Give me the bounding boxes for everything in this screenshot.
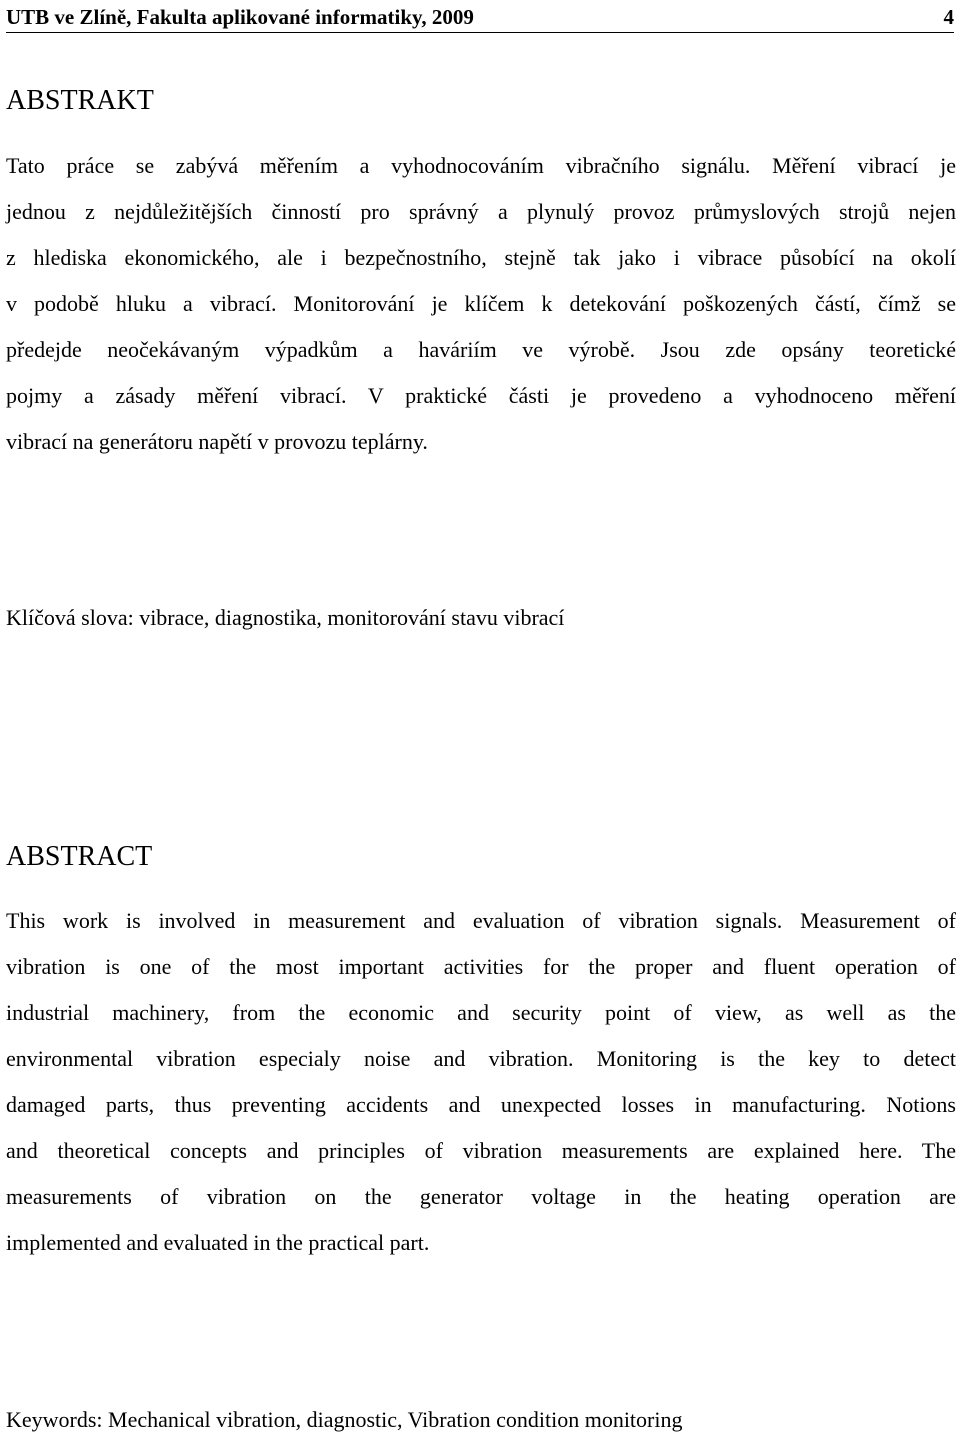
page-number: 4 [943,5,954,29]
abstract-paragraph [6,898,956,1266]
header-title: UTB ve Zlíně, Fakulta aplikované informatiky, 2009 [6,5,474,29]
abstract-heading: ABSTRACT [6,841,153,872]
page-header [6,2,954,33]
abstract-line: vibration is one of the most important activities for the proper and fluent operation of [6,954,956,979]
abstrakt-line: jednou z nejdůležitějších činností pro správný a plynulý provoz průmyslových strojů nejen [6,199,956,224]
abstrakt-line: z hlediska ekonomického, ale i bezpečnostního, stejně tak jako i vibrace působící na okolí [6,245,956,270]
abstract-line: This work is involved in measurement and evaluation of vibration signals. Measurement of [6,908,956,933]
abstrakt-line: vibrací na generátoru napětí v provozu teplárny. [6,429,428,454]
abstract-line: measurements of vibration on the generator voltage in the heating operation are [6,1184,956,1209]
abstract-keywords: Keywords: Mechanical vibration, diagnostic, Vibration condition monitoring [6,1407,683,1432]
abstrakt-line: pojmy a zásady měření vibrací. V praktické části je provedeno a vyhodnoceno měření [6,383,956,408]
abstract-line: and theoretical concepts and principles of vibration measurements are explained here. The [6,1138,956,1163]
abstrakt-line: v podobě hluku a vibrací. Monitorování je klíčem k detekování poškozených částí, čímž se [6,291,956,316]
abstract-line: industrial machinery, from the economic and security point of view, as well as the [6,1000,956,1025]
abstrakt-line: Tato práce se zabývá měřením a vyhodnocováním vibračního signálu. Měření vibrací je [6,153,956,178]
abstract-line: environmental vibration especialy noise and vibration. Monitoring is the key to detect [6,1046,956,1071]
abstrakt-keywords: Klíčová slova: vibrace, diagnostika, monitorování stavu vibrací [6,605,565,630]
abstract-line: damaged parts, thus preventing accidents and unexpected losses in manufacturing. Notions [6,1092,956,1117]
abstrakt-heading: ABSTRAKT [6,85,154,116]
abstrakt-paragraph [6,143,956,465]
abstrakt-line: předejde neočekávaným výpadkům a haváriím ve výrobě. Jsou zde opsány teoretické [6,337,956,362]
abstract-line: implemented and evaluated in the practical part. [6,1230,430,1255]
